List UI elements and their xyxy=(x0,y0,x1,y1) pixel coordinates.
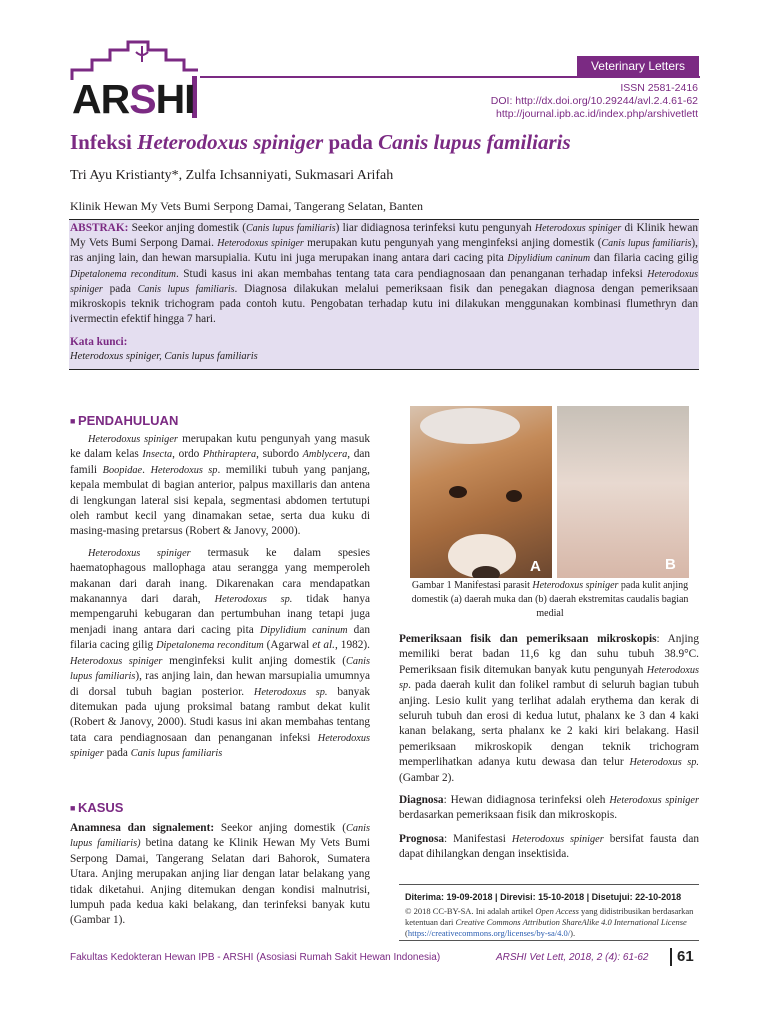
case-text: Anamnesa dan signalement: Seekor anjing domestik (Canis lupus familiaris) betina datang ke Klinik Hewan My Vets Bumi Serpong Damai, Tangerang Selatan dari Bahorok, Sumatera Utara. Anjing merupakan anjing liar dengan latar belakang yang tidak diketahui. Anjing ditemukan dengan kondisi malnutrisi, lumpuh pada kedua kaki belakang, dan terinfeksi banyak kutu (Gambar 1). xyxy=(70,822,370,927)
figure-label-a: A xyxy=(530,558,541,575)
journal-meta xyxy=(491,82,698,121)
intro-text: Heterodoxus spiniger merupakan kutu pengunyah yang masuk ke dalam kelas Insecta, ordo Phthiraptera, subordo Amblycera, dan famili Boopidae. Heterodoxus sp. memiliki tubuh yang panjang, kepala membulat di bagian anterior, palpus maxillaris dan antena di lengkungan lateral sisi kepala, segmentasi abdomen tertutupi oleh rambut kecil yang dinamakan setae, serta dua kuku di masing-masing pretarsus (Robert & Janovy, 2000). Heterodoxus spiniger termasuk ke dalam spesies haematophagous mallophaga atau serangga yang memperoleh makanan dari darah inang. Dikarenakan cara mendapatkan makanannya dari darah, Heterodoxus sp. tidak hanya mempengaruhi kebugaran dan pertumbuhan inang tetapi juga menjadi inang antara dari cacing pita Dipylidium caninum dan filaria cacing gilig Dipetalonema reconditum (Agarwal et al., 1982). Heterodoxus spiniger menginfeksi kulit anjing domestik (Canis lupus familiaris), ras anjing lain, dan hewan marsupialia umumnya di dorsal tubuh bagian posterior. Heterodoxus sp. banyak ditemukan pada ujung proksimal batang rambut dekat kulit (Robert & Janovy, 2000). Studi kasus ini akan membahas tentang tata cara pendiagnosaan dan penanganan infeksi Heterodoxus spiniger pada Canis lupus familiaris xyxy=(70,433,371,760)
affiliation: Klinik Hewan My Vets Bumi Serpong Damai, Tangerang Selatan, Banten xyxy=(70,199,423,213)
authors: Tri Ayu Kristianty*, Zulfa Ichsanniyati, Sukmasari Arifah xyxy=(70,168,394,183)
figure-caption: Gambar 1 Manifestasi parasit Heterodoxus spiniger pada kulit anjing domestik (a) daerah muka dan (b) daerah ekstremitas caudalis bagian medial xyxy=(411,580,689,619)
figure-photo-b xyxy=(557,406,689,578)
abstract-text: ABSTRAK: Seekor anjing domestik (Canis lupus familiaris) liar didiagnosa terinfeksi kutu pengunyah Heterodoxus spiniger di Klinik hewan My Vets Bumi Serpong Damai. Heterodoxus spiniger merupakan kutu pengunyah yang menginfeksi anjing domestik (Canis lupus familiaris), ras anjing lain, dan hewan marsupialia. Kutu ini juga merupakan inang antara dari cacing pita Dipylidium caninum dan filaria cacing gilig Dipetalonema reconditum. Studi kasus ini akan membahas tentang tata cara pendiagnosaan dan penanganan terhadap infeksi Heterodoxus spiniger pada Canis lupus familiaris. Diagnosa dilakukan melalui pemeriksaan fisik dan penegakan diagnosa dengan pemeriksaan mikroskopis teknik trichogram pada contoh kutu. Pengobatan terhadap kutu ini dilakukan menggunakan kombinasi flumethryn dan ivermectin efektif hingga 7 hari. xyxy=(70,222,699,326)
keywords: Heterodoxus spiniger, Canis lupus familiaris xyxy=(70,351,258,362)
journal-url[interactable]: http://journal.ipb.ac.id/index.php/arshivetlett xyxy=(496,108,698,120)
dog-face-image xyxy=(410,406,552,578)
figure-photo-a xyxy=(410,406,552,578)
section-case-heading: ■ KASUS xyxy=(70,800,123,815)
article-dates: Diterima: 19-09-2018 | Direvisi: 15-10-2018 | Disetujui: 22-10-2018 xyxy=(405,892,682,902)
section-intro-heading: ■ PENDAHULUAN xyxy=(70,413,178,428)
dates-rule-bottom xyxy=(399,940,699,941)
figure-label-b: B xyxy=(665,556,676,573)
license-link[interactable]: https://creativecommons.org/licenses/by-sa/4.0/ xyxy=(407,928,571,938)
footer-citation: ARSHI Vet Lett, 2018, 2 (4): 61-62 xyxy=(496,952,649,963)
doi-link[interactable]: DOI: http://dx.doi.org/10.29244/avl.2.4.61-62 xyxy=(490,95,698,107)
keywords-label: Kata kunci: xyxy=(70,336,128,348)
license-text: © 2018 CC-BY-SA. Ini adalah artikel Open Access yang didistribusikan berdasarkan ketentuan dari Creative Commons Attribution ShareAlike 4.0 International License (https://creativecommons.org/licenses/by-sa/4.0/). xyxy=(405,906,694,938)
article-title: Infeksi Heterodoxus spiniger pada Canis lupus familiaris xyxy=(70,130,571,154)
dates-rule-top xyxy=(399,884,699,885)
journal-badge: Veterinary Letters xyxy=(577,56,699,76)
exam-text: Pemeriksaan fisik dan pemeriksaan mikroskopis: Anjing memiliki berat badan 11,6 kg dan suhu tubuh 38.9°C. Pemeriksaan fisik ditemukan banyak kutu pengunyah Heterodoxus sp. pada daerah kulit dan folikel rambut di seluruh bagian tubuh anjing. Lesio kulit yang terlihat adalah erythema dan kerak di seluruh tubuh dan erosi di kedua lutut, phalanx ke 3 dan 4 kaki kanan belakang, serta phalanx ke 2 kaki kiri belakang. Hasil pemeriksaan mikroskopik dengan teknik trichogram memperlihatkan adanya kutu dewasa dan telur Heterodoxus sp. (Gambar 2). Diagnosa: Hewan didiagnosa terinfeksi oleh Heterodoxus spiniger berdasarkan pemeriksaan fisik dan mikroskopis. Prognosa: Manifestasi Heterodoxus spiniger bersifat fausta dan dapat dihilangkan dengan insektisida. xyxy=(399,633,699,861)
page-number: 61 xyxy=(677,948,694,965)
header-rule xyxy=(200,76,700,78)
footer-publisher: Fakultas Kedokteran Hewan IPB - ARSHI (Asosiasi Rumah Sakit Hewan Indonesia) xyxy=(70,952,441,963)
footer-divider xyxy=(670,948,672,966)
issn: ISSN 2581-2416 xyxy=(620,82,698,94)
logo-text: ARSHI xyxy=(72,76,195,122)
